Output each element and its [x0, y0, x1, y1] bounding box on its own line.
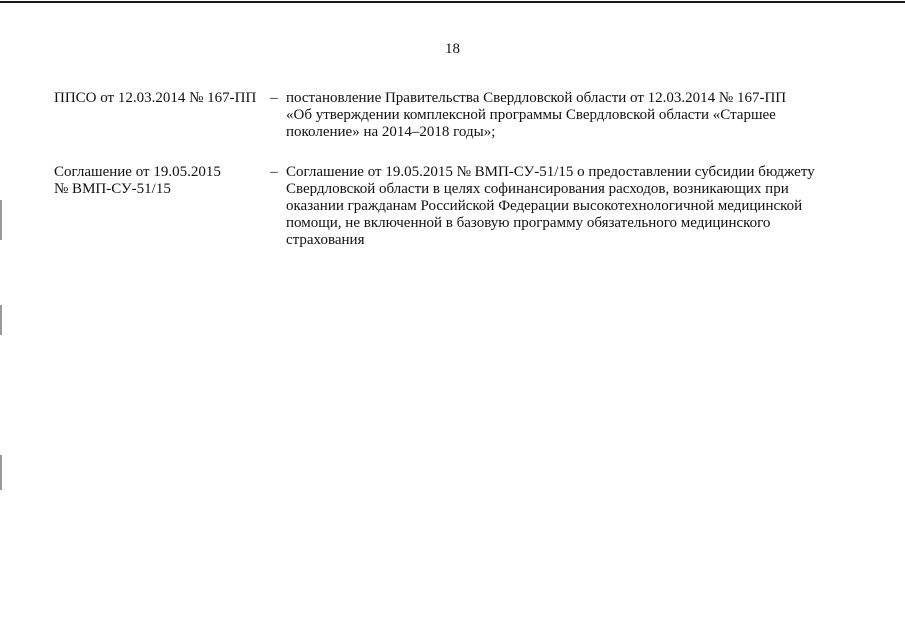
scan-edge-mark [0, 200, 2, 240]
entry-definition: постановление Правительства Свердловской области от 12.03.2014 № 167-ПП «Об утверждении комплексной программы Свердловской области «Старшее поколение» на 2014–2018 годы»; [286, 90, 787, 140]
page-number: 18 [445, 41, 460, 57]
entry-term: ППСО от 12.03.2014 № 167-ПП [54, 90, 257, 106]
scan-edge-mark [0, 455, 2, 490]
abbreviation-entry [54, 164, 854, 249]
entry-definition: Соглашение от 19.05.2015 № ВМП-СУ-51/15 о предоставлении субсидии бюджету Свердловской области в целях софинансирования расходов, возникающих при оказании гражданам Российской Федерации высокотехнологичной медицинской помощи, не включенной в базовую программу обязательного медицинского страхования [286, 164, 815, 248]
abbreviations-list [54, 90, 854, 272]
entry-dash: – [270, 164, 278, 180]
entry-dash: – [270, 90, 278, 106]
abbreviation-entry [54, 90, 854, 141]
entry-term: Соглашение от 19.05.2015 № ВМП-СУ-51/15 [54, 164, 221, 197]
scan-edge-mark [0, 305, 2, 335]
top-border-line [0, 1, 905, 3]
